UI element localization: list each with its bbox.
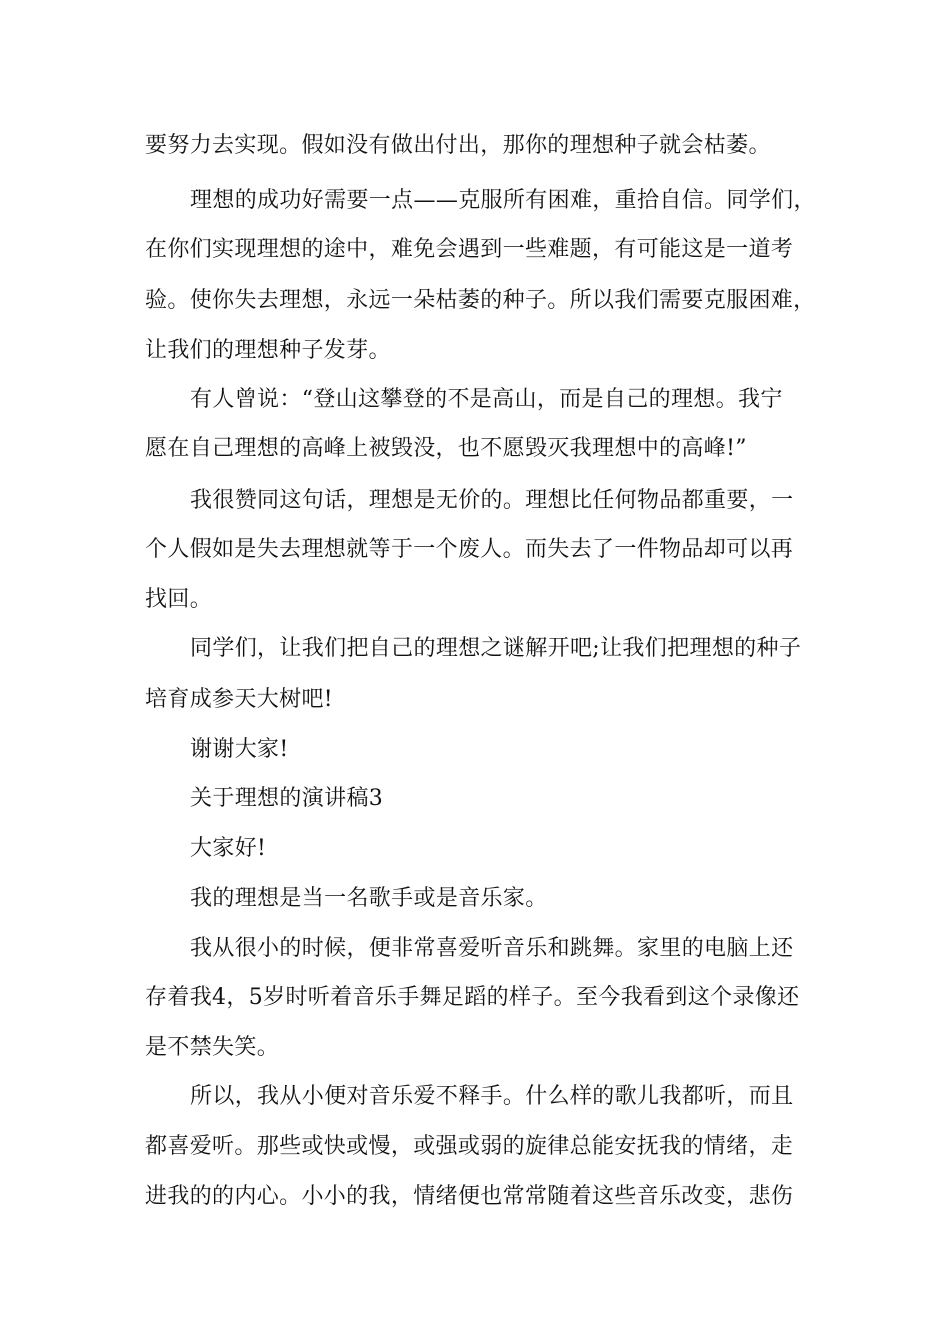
text-line: 同学们，让我们把自己的理想之谜解开吧;让我们把理想的种子 — [190, 636, 802, 661]
text-line: 让我们的理想种子发芽。 — [145, 338, 391, 363]
text-line: 培育成参天大树吧! — [145, 687, 333, 712]
text-line: 有人曾说：“登山这攀登的不是高山，而是自己的理想。我宁 — [190, 387, 783, 412]
text-line: 我很赞同这句话，理想是无价的。理想比任何物品都重要，一 — [190, 488, 794, 513]
text-line: 我从很小的时候，便非常喜爱听音乐和跳舞。家里的电脑上还 — [190, 936, 794, 961]
text-line: 所以，我从小便对音乐爱不释手。什么样的歌儿我都听，而且 — [190, 1084, 794, 1109]
text-line: 要努力去实现。假如没有做出付出，那你的理想种子就会枯萎。 — [145, 133, 771, 158]
text-line: 个人假如是失去理想就等于一个废人。而失去了一件物品却可以再 — [145, 537, 794, 562]
text-line: 进我的的内心。小小的我，情绪便也常常随着这些音乐改变，悲伤 — [145, 1184, 794, 1209]
text-line: 理想的成功好需要一点——克服所有困难，重拾自信。同学们， — [190, 188, 816, 213]
text-line: 谢谢大家! — [190, 737, 289, 762]
text-line: 验。使你失去理想，永远一朵枯萎的种子。所以我们需要克服困难， — [145, 288, 816, 313]
text-line: 愿在自己理想的高峰上被毁没，也不愿毁灭我理想中的高峰!” — [145, 436, 747, 461]
text-line: 是不禁失笑。 — [145, 1035, 280, 1060]
text-line: 找回。 — [145, 587, 213, 612]
text-line: 存着我4，5岁时听着音乐手舞足蹈的样子。至今我看到这个录像还 — [145, 985, 800, 1010]
text-line: 大家好! — [190, 836, 267, 861]
text-line: 都喜爱听。那些或快或慢，或强或弱的旋律总能安抚我的情绪，走 — [145, 1134, 794, 1159]
text-line: 我的理想是当一名歌手或是音乐家。 — [190, 886, 548, 911]
text-line: 在你们实现理想的途中，难免会遇到一些难题，有可能这是一道考 — [145, 237, 794, 262]
text-line: 关于理想的演讲稿3 — [190, 786, 384, 811]
